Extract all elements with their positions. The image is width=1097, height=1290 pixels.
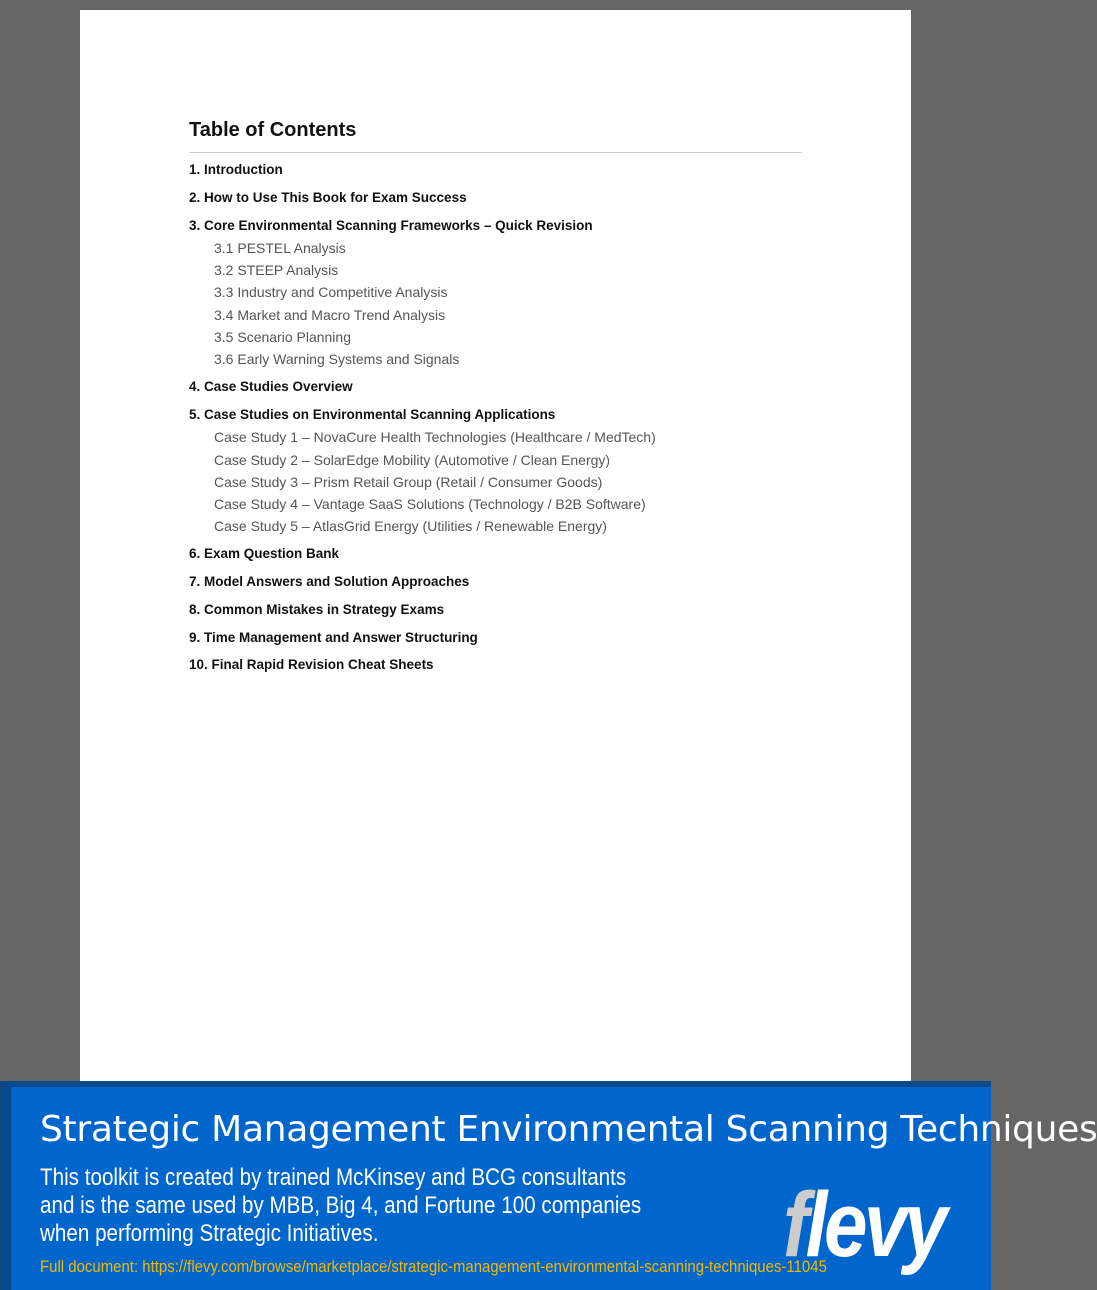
flevy-logo: [783, 1174, 945, 1276]
toc-entry[interactable]: 1. Introduction: [189, 162, 283, 177]
toc-entry[interactable]: 9. Time Management and Answer Structuring: [189, 629, 478, 645]
promo-banner: [0, 1081, 1097, 1290]
document-page: [80, 10, 911, 1081]
banner-description: This toolkit is created by trained McKinsey and BCG consultants and is the same used by MBB, Big 4, and Fortune 100 companies when performing Strategic Initiatives.: [40, 1164, 642, 1247]
toc-heading: Table of Contents: [189, 119, 357, 141]
banner-title: Strategic Management Environmental Scanning Techniques: [40, 1109, 1097, 1150]
toc-subentry[interactable]: Case Study 4 – Vantage SaaS Solutions (Technology / B2B Software): [214, 496, 646, 513]
toc-entry[interactable]: 8. Common Mistakes in Strategy Exams: [189, 601, 445, 617]
toc-entry[interactable]: 2. How to Use This Book for Exam Success: [189, 189, 467, 205]
toc-list: [189, 159, 809, 677]
toc-entry[interactable]: 4. Case Studies Overview: [189, 379, 353, 395]
full-document-link[interactable]: Full document: https://flevy.com/browse/marketplace/strategic-management-environmental-scanning-techniques-11045: [40, 1257, 827, 1276]
toc-subentry[interactable]: Case Study 1 – NovaCure Health Technologies (Healthcare / MedTech): [214, 429, 656, 446]
toc-subentry[interactable]: 3.2 STEEP Analysis: [214, 262, 339, 279]
toc-subentry[interactable]: 3.5 Scenario Planning: [214, 329, 351, 346]
toc-entry[interactable]: 5. Case Studies on Environmental Scanning Applications: [189, 406, 556, 422]
logo-f: f: [783, 1174, 806, 1276]
toc-subentry[interactable]: Case Study 2 – SolarEdge Mobility (Automotive / Clean Energy): [214, 451, 611, 468]
toc-subentry[interactable]: 3.4 Market and Macro Trend Analysis: [214, 306, 446, 323]
toc-entry[interactable]: 3. Core Environmental Scanning Frameworks – Quick Revision: [189, 217, 593, 233]
toc-subentry[interactable]: 3.3 Industry and Competitive Analysis: [214, 284, 448, 301]
toc-entry[interactable]: 10. Final Rapid Revision Cheat Sheets: [189, 657, 434, 673]
toc-subentry[interactable]: Case Study 5 – AtlasGrid Energy (Utilities / Renewable Energy): [214, 518, 607, 535]
toc-entry[interactable]: 6. Exam Question Bank: [189, 546, 340, 562]
toc-subentry[interactable]: 3.6 Early Warning Systems and Signals: [214, 351, 460, 368]
logo-rest: levy: [805, 1174, 945, 1276]
toc-entry[interactable]: 7. Model Answers and Solution Approaches: [189, 574, 470, 590]
divider: [189, 152, 802, 153]
toc-subentry[interactable]: 3.1 PESTEL Analysis: [214, 239, 346, 256]
toc-subentry[interactable]: Case Study 3 – Prism Retail Group (Retail / Consumer Goods): [214, 473, 603, 490]
